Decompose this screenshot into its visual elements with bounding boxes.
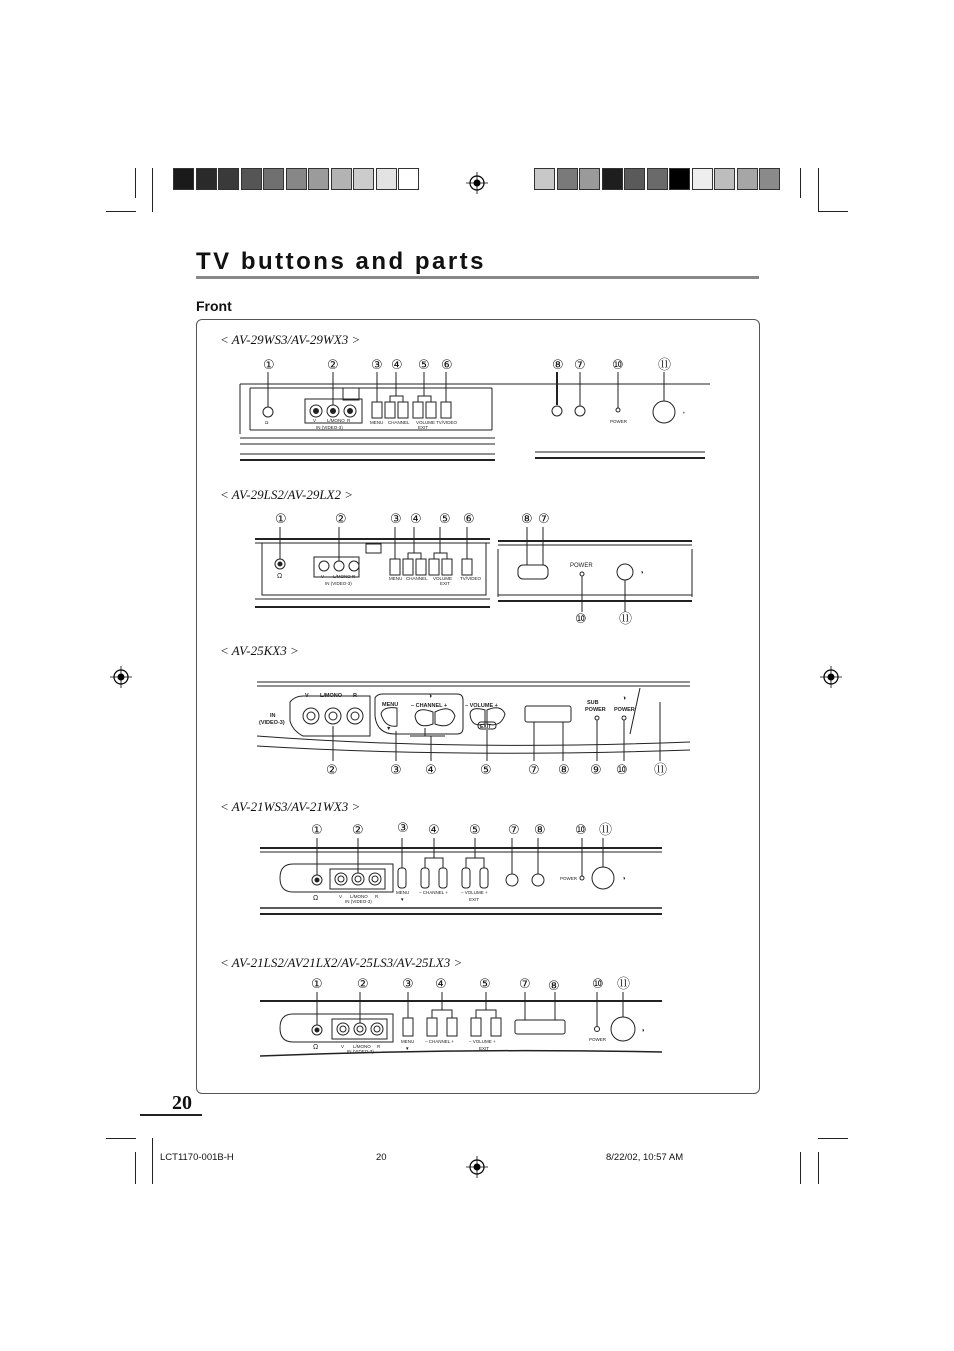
- color-swatch: [692, 168, 713, 190]
- callout-number: ⑥: [463, 512, 475, 527]
- jack-label: V: [339, 894, 343, 899]
- callout-number: ①: [263, 358, 275, 373]
- footer-page: 20: [376, 1152, 387, 1163]
- callout-number: ④: [391, 358, 403, 373]
- power-label: POWER: [610, 419, 628, 424]
- callout-number: ③: [390, 512, 402, 527]
- crop-mark: [818, 1152, 819, 1184]
- jack-label: R: [353, 693, 357, 699]
- callout-number: ②: [326, 763, 338, 778]
- power-label: POWER: [614, 707, 635, 713]
- crop-mark: [818, 168, 819, 212]
- callout-number: ④: [425, 763, 437, 778]
- callout-number: ③: [397, 821, 409, 836]
- jack-label: L/MONO: [350, 894, 368, 899]
- model-4-panel-diagram: [255, 838, 665, 920]
- callout-number: ⑥: [441, 358, 453, 373]
- arrow-down-icon: ▼: [400, 897, 405, 902]
- model-label: < AV-25KX3 >: [220, 643, 299, 658]
- callout-number: ⑧: [548, 979, 560, 994]
- callout-number: ③: [402, 977, 414, 992]
- jack-label: L/MONO: [353, 1044, 371, 1049]
- callout-number: ⑦: [574, 358, 586, 373]
- model-label: < AV-21LS2/AV21LX2/AV-25LS3/AV-25LX3 >: [220, 955, 463, 970]
- button-label: CHANNEL: [406, 576, 428, 581]
- model-label: < AV-21WS3/AV-21WX3 >: [220, 799, 361, 814]
- callout-number: ⑤: [418, 358, 430, 373]
- jack-label: V: [313, 418, 317, 423]
- color-swatch: [737, 168, 758, 190]
- color-swatch: [669, 168, 690, 190]
- crop-mark: [135, 168, 136, 198]
- callout-number: ①: [275, 512, 287, 527]
- color-swatch: [331, 168, 352, 190]
- button-label: MENU: [382, 702, 399, 708]
- jack-group-label: IN (VIDEO-3): [325, 581, 352, 586]
- callout-number: ⑦: [528, 763, 540, 778]
- color-swatch: [398, 168, 419, 190]
- headphone-icon: Ω: [277, 573, 283, 580]
- callout-number: ④: [435, 977, 447, 992]
- callout-number: ⑪: [658, 358, 672, 373]
- button-label: – VOLUME +: [469, 1039, 496, 1044]
- model-5-panel-diagram: [255, 992, 665, 1064]
- crop-mark: [800, 168, 801, 198]
- button-label: EXIT: [418, 425, 429, 430]
- button-label: EXIT: [469, 897, 480, 902]
- power-icon: ◑: [682, 410, 685, 415]
- button-label: – VOLUME +: [465, 703, 498, 709]
- callout-number: ⑩: [592, 977, 604, 992]
- jack-label: R: [347, 418, 351, 423]
- model-label: < AV-29LS2/AV-29LX2 >: [220, 487, 354, 502]
- sub-power-label: SUB: [587, 700, 599, 706]
- callout-number: ⑩: [575, 612, 587, 627]
- jack-group-label: IN (VIDEO-3): [347, 1049, 374, 1054]
- callout-number: ②: [357, 977, 369, 992]
- button-label: MENU: [401, 1039, 415, 1044]
- callout-number: ⑤: [480, 763, 492, 778]
- jack-label: R: [377, 1044, 381, 1049]
- registration-target-icon: [820, 666, 842, 688]
- arrow-down-icon: ▼: [405, 1046, 410, 1051]
- power-icon: ◑: [640, 570, 644, 576]
- section-heading: Front: [196, 298, 232, 314]
- callout-number: ②: [335, 512, 347, 527]
- jack-label: L/MONO: [327, 418, 345, 423]
- page-number-rule: [140, 1114, 202, 1116]
- button-label: CHANNEL: [388, 420, 410, 425]
- sub-power-label: POWER: [585, 707, 606, 713]
- callout-number: ⑧: [521, 512, 533, 527]
- crop-mark: [135, 1152, 136, 1184]
- color-swatch: [647, 168, 668, 190]
- callout-number: ①: [311, 823, 323, 838]
- jack-label: V: [321, 574, 325, 579]
- crop-mark: [152, 168, 153, 212]
- callout-number: ⑨: [590, 763, 602, 778]
- button-label: – CHANNEL +: [411, 703, 448, 709]
- footer-doc-code: LCT1170-001B-H: [160, 1152, 234, 1163]
- jack-label: R: [375, 894, 379, 899]
- callout-number: ⑤: [469, 823, 481, 838]
- crop-mark: [152, 1138, 153, 1184]
- color-swatch: [308, 168, 329, 190]
- power-label: POWER: [570, 563, 593, 569]
- crop-mark: [106, 211, 136, 212]
- button-label: EXIT: [479, 1046, 490, 1051]
- callout-number: ⑤: [439, 512, 451, 527]
- color-swatch: [173, 168, 194, 190]
- color-swatch: [602, 168, 623, 190]
- button-label: EXIT: [480, 724, 492, 730]
- crop-mark: [106, 1138, 136, 1139]
- model-label: < AV-29WS3/AV-29WX3 >: [220, 332, 361, 347]
- callout-number: ④: [428, 823, 440, 838]
- callout-number: ④: [410, 512, 422, 527]
- color-swatch: [286, 168, 307, 190]
- callout-number: ⑦: [519, 977, 531, 992]
- color-swatch: [759, 168, 780, 190]
- color-swatch: [624, 168, 645, 190]
- arrow-down-icon: ▼: [386, 726, 392, 732]
- color-swatch: [579, 168, 600, 190]
- color-swatch: [353, 168, 374, 190]
- button-label: VOLUME: [416, 420, 436, 425]
- button-label: MENU: [370, 420, 384, 425]
- button-label: EXIT: [440, 581, 451, 586]
- page-title: TV buttons and parts: [196, 248, 486, 275]
- color-swatch: [714, 168, 735, 190]
- power-icon: ◑: [641, 1028, 645, 1034]
- crop-mark: [818, 1138, 848, 1139]
- model-2-panel-diagram: [250, 527, 700, 612]
- callout-number: ②: [327, 358, 339, 373]
- color-swatch: [241, 168, 262, 190]
- crop-mark: [818, 211, 848, 212]
- power-icon: ◑: [622, 695, 627, 702]
- jack-label: V: [305, 693, 309, 699]
- button-label: TV/VIDEO: [436, 420, 458, 425]
- headphone-icon: Ω: [313, 895, 319, 902]
- callout-number: ⑧: [534, 823, 546, 838]
- jack-label: R: [352, 574, 356, 579]
- jack-group-label: IN: [270, 713, 276, 719]
- power-label: POWER: [560, 876, 578, 881]
- button-label: – CHANNEL +: [425, 1039, 454, 1044]
- button-label: MENU: [389, 576, 403, 581]
- jack-group-label: IN (VIDEO-3): [316, 425, 343, 430]
- power-icon: ◑: [428, 693, 433, 700]
- power-icon: ◑: [622, 876, 626, 882]
- jack-label: L/MONO: [320, 693, 342, 699]
- jack-label: L/MONO: [333, 574, 351, 579]
- color-swatch: [218, 168, 239, 190]
- callout-number: ⑪: [599, 823, 613, 838]
- button-label: MENU: [396, 890, 410, 895]
- color-swatch: [263, 168, 284, 190]
- callout-number: ③: [390, 763, 402, 778]
- jack-group-label: IN (VIDEO-3): [345, 899, 372, 904]
- callout-number: ⑩: [575, 823, 587, 838]
- callout-number: ⑦: [538, 512, 550, 527]
- jack-label: V: [341, 1044, 345, 1049]
- button-label: TV/VIDEO: [460, 576, 482, 581]
- button-label: – VOLUME +: [461, 890, 488, 895]
- color-swatch: [534, 168, 555, 190]
- registration-target-icon: [110, 666, 132, 688]
- title-rule: [196, 276, 759, 279]
- headphone-icon: Ω: [265, 420, 269, 425]
- model-1-panel-diagram: [230, 372, 710, 467]
- callout-number: ⑧: [552, 358, 564, 373]
- crop-mark: [800, 1152, 801, 1184]
- button-label: – CHANNEL +: [419, 890, 448, 895]
- callout-number: ⑩: [612, 358, 624, 373]
- callout-number: ①: [311, 977, 323, 992]
- color-swatch: [557, 168, 578, 190]
- page-number: 20: [172, 1092, 192, 1114]
- callout-number: ②: [352, 823, 364, 838]
- footer-timestamp: 8/22/02, 10:57 AM: [606, 1152, 684, 1163]
- callout-number: ⑤: [479, 977, 491, 992]
- callout-number: ③: [371, 358, 383, 373]
- callout-number: ⑩: [616, 763, 628, 778]
- model-3-panel-diagram: [255, 676, 695, 761]
- registration-target-icon: [466, 1156, 488, 1178]
- power-label: POWER: [589, 1037, 607, 1042]
- callout-number: ⑪: [654, 763, 668, 778]
- headphone-icon: Ω: [313, 1044, 319, 1051]
- color-swatch: [376, 168, 397, 190]
- registration-target-icon: [466, 172, 488, 194]
- callout-number: ⑪: [617, 977, 631, 992]
- color-swatch: [196, 168, 217, 190]
- callout-number: ⑦: [508, 823, 520, 838]
- jack-group-label: (VIDEO-3): [259, 720, 285, 726]
- callout-number: ⑪: [619, 612, 633, 627]
- callout-number: ⑧: [558, 763, 570, 778]
- button-label: VOLUME: [433, 576, 453, 581]
